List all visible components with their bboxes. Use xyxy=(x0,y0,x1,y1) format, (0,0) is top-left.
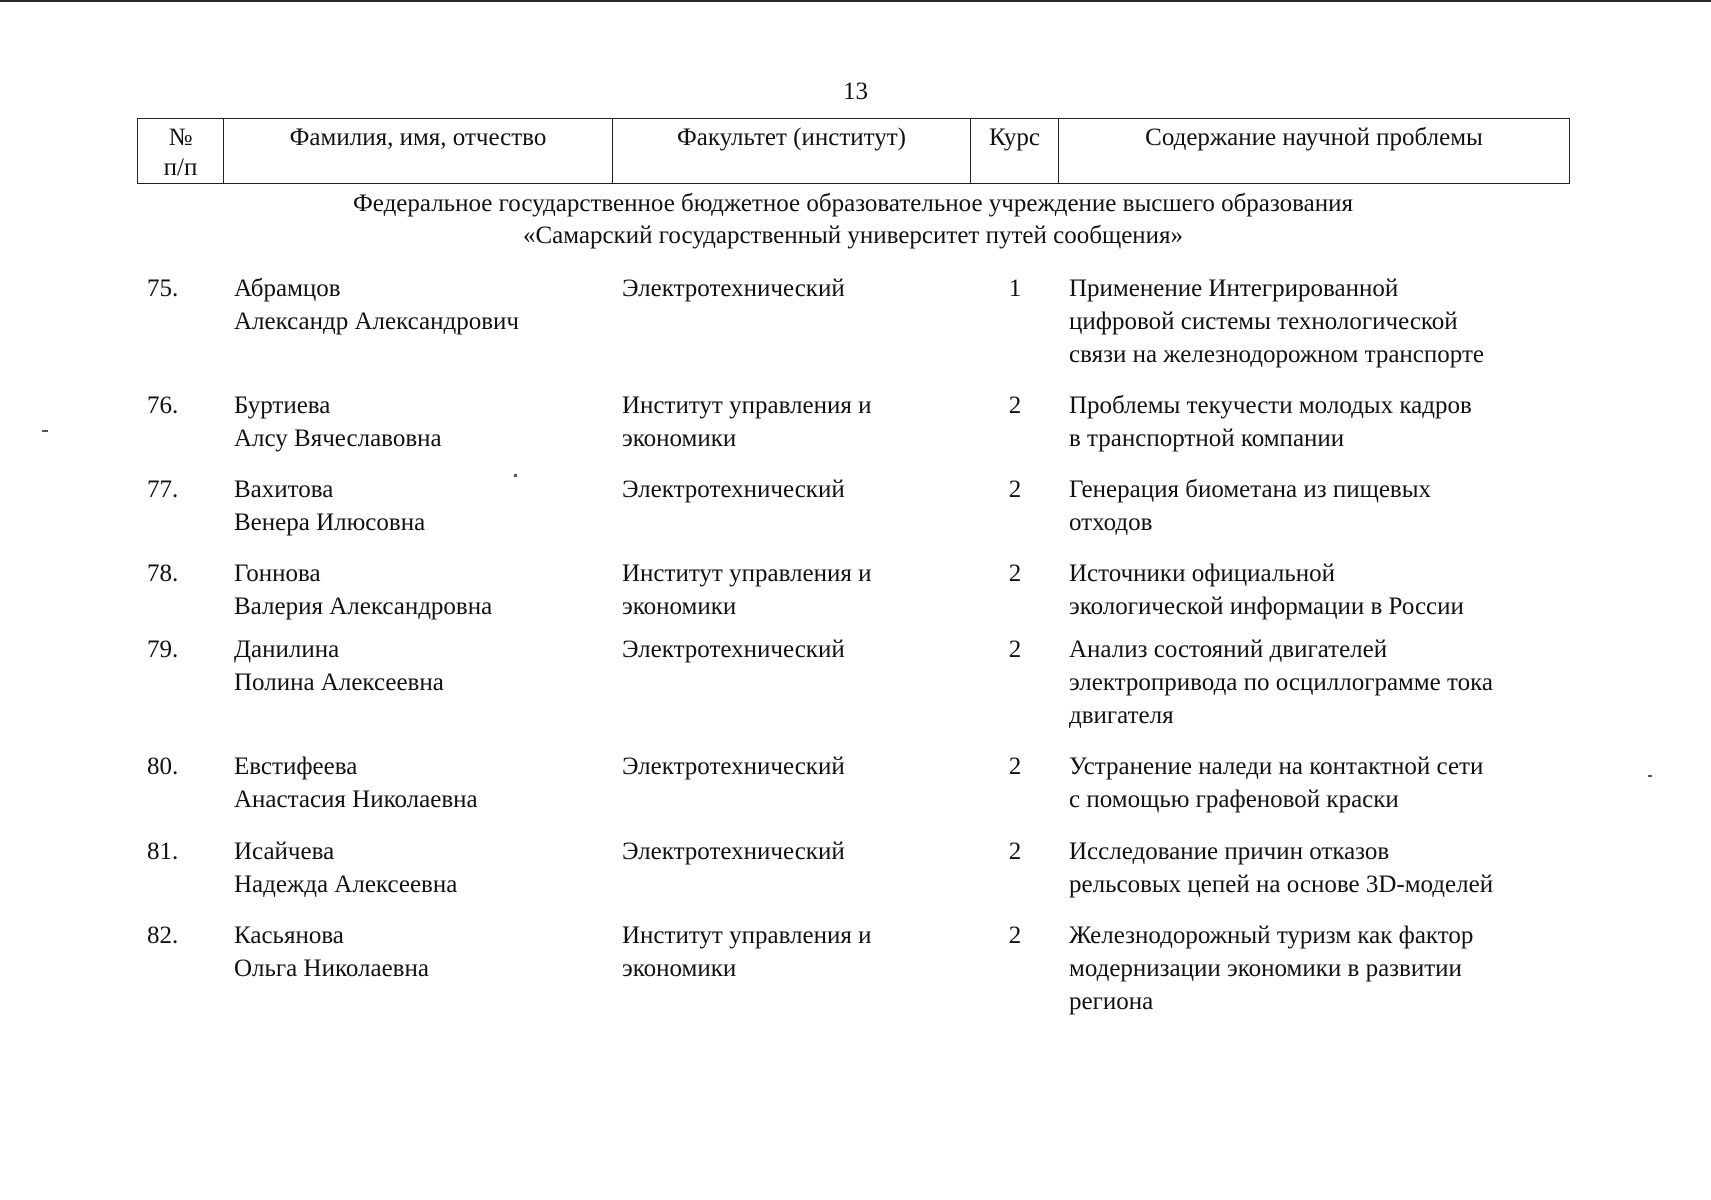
row-name: Исайчева Надежда Алексеевна xyxy=(234,838,458,898)
row-number: 82. xyxy=(147,922,179,949)
row-number: 80. xyxy=(147,753,179,780)
row-number: 79. xyxy=(147,636,179,663)
row-course: 1 xyxy=(1008,275,1022,302)
header-number-line1: № xyxy=(168,124,193,151)
row-course: 2 xyxy=(1008,636,1022,663)
row-faculty: Электротехнический xyxy=(622,476,845,503)
row-faculty: Электротехнический xyxy=(622,636,845,663)
row-topic: Применение Интегрированной цифровой системы технологической связи на железнодорожном транспорте xyxy=(1069,275,1484,368)
row-topic: Генерация биометана из пищевых отходов xyxy=(1069,476,1432,536)
row-topic: Железнодорожный туризм как фактор модернизации экономики в развитии региона xyxy=(1069,922,1474,1015)
row-name: Буртиева Алсу Вячеславовна xyxy=(234,392,442,452)
header-faculty: Факультет (институт) xyxy=(613,119,971,184)
page-number: 13 xyxy=(843,78,868,105)
row-faculty: Институт управления и экономики xyxy=(622,560,872,620)
row-faculty: Институт управления и экономики xyxy=(622,392,872,452)
organization-title xyxy=(137,188,1569,252)
row-course: 2 xyxy=(1008,922,1022,949)
header-name: Фамилия, имя, отчество xyxy=(224,119,613,184)
header-course: Курс xyxy=(971,119,1059,184)
row-course: 2 xyxy=(1008,838,1022,865)
row-number: 81. xyxy=(147,838,179,865)
row-number: 77. xyxy=(147,476,179,503)
row-number: 78. xyxy=(147,560,179,587)
organization-line1: Федеральное государственное бюджетное образовательное учреждение высшего образования xyxy=(353,190,1353,217)
row-name: Данилина Полина Алексеевна xyxy=(234,636,444,696)
row-name: Абрамцов Александр Александрович xyxy=(234,275,519,335)
row-name: Касьянова Ольга Николаевна xyxy=(234,922,429,982)
row-topic: Исследование причин отказов рельсовых цепей на основе 3D-моделей xyxy=(1069,838,1494,898)
row-name: Вахитова Венера Илюсовна xyxy=(234,476,426,536)
row-topic: Устранение наледи на контактной сети с помощью графеновой краски xyxy=(1069,753,1484,813)
row-course: 2 xyxy=(1008,392,1022,419)
row-faculty: Электротехнический xyxy=(622,275,845,302)
row-faculty: Институт управления и экономики xyxy=(622,922,872,982)
organization-line2: «Самарский государственный университет путей сообщения» xyxy=(522,222,1184,249)
row-course: 2 xyxy=(1008,753,1022,780)
row-course: 2 xyxy=(1008,560,1022,587)
row-course: 2 xyxy=(1008,476,1022,503)
row-number: 75. xyxy=(147,275,179,302)
scan-speck xyxy=(514,474,517,477)
scan-top-border xyxy=(0,0,1711,2)
table-header xyxy=(137,118,1570,184)
row-number: 76. xyxy=(147,392,179,419)
row-name: Гоннова Валерия Александровна xyxy=(234,560,493,620)
row-topic: Источники официальной экологической информации в России xyxy=(1069,560,1464,620)
header-number-line2: п/п xyxy=(163,154,198,181)
scan-speck xyxy=(1648,775,1652,777)
header-topic: Содержание научной проблемы xyxy=(1059,119,1570,184)
row-faculty: Электротехнический xyxy=(622,753,845,780)
scan-speck xyxy=(42,430,48,432)
row-topic: Анализ состояний двигателей электропривода по осциллограмме тока двигателя xyxy=(1069,636,1493,729)
header-number xyxy=(138,119,224,184)
row-name: Евстифеева Анастасия Николаевна xyxy=(234,753,478,813)
row-faculty: Электротехнический xyxy=(622,838,845,865)
row-topic: Проблемы текучести молодых кадров в транспортной компании xyxy=(1069,392,1472,452)
